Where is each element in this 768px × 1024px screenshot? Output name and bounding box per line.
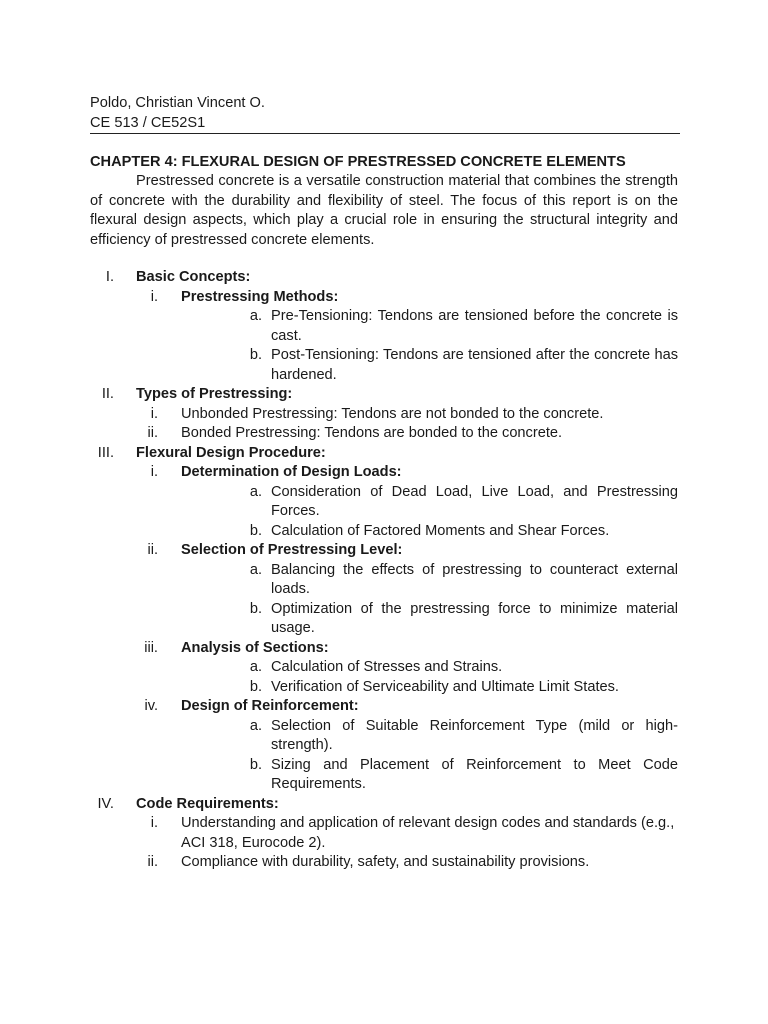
outline-item	[90, 541, 678, 561]
item-text: Understanding and application of relevant design codes and standards (e.g., ACI 318, Eurocode 2).	[181, 815, 675, 851]
item-number: ii.	[147, 425, 158, 441]
intro-paragraph: Prestressed concrete is a versatile construction material that combines the strength of concrete with the durability and flexibility of steel. The focus of this report is on the flexural design aspects, which play a crucial role in ensuring the structural integrity and efficiency of prestressed concrete elements.	[90, 173, 678, 248]
section-number: I.	[105, 269, 114, 285]
subitem-text: Consideration of Dead Load, Live Load, and Prestressing Forces.	[271, 483, 678, 519]
item-number: iv.	[144, 698, 158, 714]
item-number: iii.	[144, 639, 158, 656]
item-text: Bonded Prestressing: Tendons are bonded to the concrete.	[181, 425, 563, 441]
subitem-text: Pre-Tensioning: Tendons are tensioned before the concrete is cast.	[271, 308, 678, 344]
item-number: i.	[150, 464, 158, 480]
section-title: Basic Concepts:	[136, 269, 251, 285]
item-text: Selection of Prestressing Level:	[181, 542, 403, 558]
subitem-letter: a.	[249, 717, 262, 734]
outline-subitem	[90, 678, 678, 698]
subitem-text: Balancing the effects of prestressing to counteract external loads.	[271, 561, 678, 597]
item-number: i.	[150, 815, 158, 831]
item-text: Determination of Design Loads:	[181, 464, 402, 480]
section-title: Flexural Design Procedure:	[136, 444, 326, 461]
item-text: Unbonded Prestressing: Tendons are not bonded to the concrete.	[181, 405, 604, 422]
subitem-text: Post-Tensioning: Tendons are tensioned after the concrete has hardened.	[271, 347, 678, 383]
outline-item	[90, 697, 678, 717]
section-heading	[90, 268, 678, 288]
outline-item	[90, 424, 678, 444]
header-divider	[90, 133, 680, 134]
item-number: ii.	[147, 542, 158, 558]
subitem-letter: a.	[249, 308, 262, 324]
author-name: Poldo, Christian Vincent O.	[90, 95, 265, 111]
outline-subitem	[90, 346, 678, 385]
section-heading	[90, 795, 678, 815]
outline-item	[90, 853, 678, 873]
section-number: IV.	[97, 795, 114, 812]
subitem-text: Optimization of the prestressing force to minimize material usage.	[271, 600, 678, 636]
subitem-text: Verification of Serviceability and Ultimate Limit States.	[271, 678, 619, 695]
outline-item	[90, 639, 678, 659]
item-text: Prestressing Methods:	[181, 288, 339, 305]
section-heading	[90, 385, 678, 405]
outline-item	[90, 463, 678, 483]
section-title: Types of Prestressing:	[136, 386, 293, 402]
subitem-text: Sizing and Placement of Reinforcement to Meet Code Requirements.	[271, 756, 678, 792]
outline-item	[90, 288, 678, 308]
outline-subitem	[90, 600, 678, 639]
outline-subitem	[90, 717, 678, 756]
subitem-letter: b.	[249, 522, 262, 539]
outline-subitem	[90, 658, 678, 678]
section-heading	[90, 444, 678, 464]
section-number: II.	[101, 386, 114, 402]
item-number: i.	[150, 288, 158, 305]
section-title: Code Requirements:	[136, 795, 279, 812]
item-number: i.	[150, 405, 158, 422]
outline-item	[90, 814, 678, 853]
section-number: III.	[97, 444, 114, 461]
author-block	[90, 93, 265, 133]
course-code: CE 513 / CE52S1	[90, 115, 206, 131]
chapter-title: CHAPTER 4: FLEXURAL DESIGN OF PRESTRESSED CONCRETE ELEMENTS	[90, 154, 626, 170]
subitem-letter: b.	[249, 600, 262, 617]
item-text: Design of Reinforcement:	[181, 698, 359, 714]
subitem-text: Calculation of Factored Moments and Shear Forces.	[271, 522, 610, 539]
subitem-letter: a.	[249, 659, 262, 675]
subitem-letter: b.	[249, 347, 262, 363]
subitem-letter: b.	[249, 678, 262, 695]
subitem-letter: a.	[249, 561, 262, 578]
subitem-letter: a.	[249, 483, 262, 500]
outline-subitem	[90, 307, 678, 346]
item-number: ii.	[147, 854, 158, 870]
outline-subitem	[90, 522, 678, 542]
subitem-text: Calculation of Stresses and Strains.	[271, 659, 503, 675]
item-text: Analysis of Sections:	[181, 639, 329, 656]
outline-list	[90, 268, 678, 873]
outline-item	[90, 405, 678, 425]
subitem-letter: b.	[249, 756, 262, 773]
outline-subitem	[90, 561, 678, 600]
outline-subitem	[90, 756, 678, 795]
subitem-text: Selection of Suitable Reinforcement Type (mild or high-strength).	[271, 717, 678, 753]
item-text: Compliance with durability, safety, and sustainability provisions.	[181, 854, 590, 870]
outline-subitem	[90, 483, 678, 522]
